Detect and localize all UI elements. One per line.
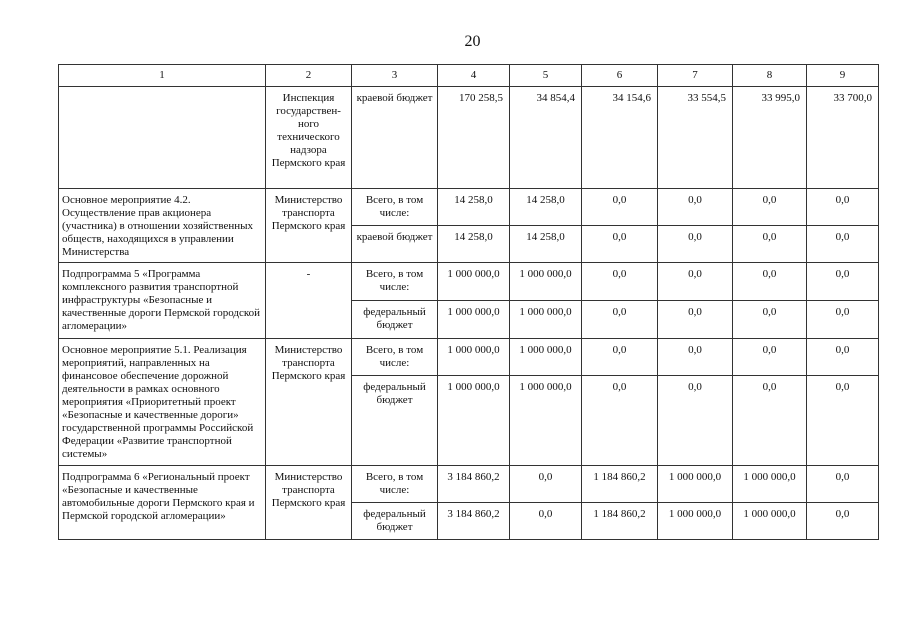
value-cell: 1 184 860,2 (582, 503, 658, 540)
table-row (59, 189, 879, 226)
value-cell: 0,0 (733, 263, 807, 301)
value-cell: 1 000 000,0 (733, 466, 807, 503)
value-cell: 1 000 000,0 (510, 339, 582, 376)
value-cell: 34 154,6 (582, 87, 658, 189)
value-cell: 0,0 (658, 263, 733, 301)
row-name: Подпрограмма 6 «Региональный проект «Безопасные и качественные автомобильные дороги Пермского края и Пермской городской агломерации» (59, 466, 266, 540)
header-cell: 3 (352, 65, 438, 87)
row-name: Подпрограмма 5 «Программа комплексного развития транспортной инфраструктуры «Безопасные и качественные дороги Пермской городской агломерации» (59, 263, 266, 339)
table-row (59, 87, 879, 189)
row-executor: Министерство транспорта Пермского края (266, 339, 352, 466)
row-name (59, 87, 266, 189)
value-cell: 0,0 (807, 189, 879, 226)
value-cell: 0,0 (582, 263, 658, 301)
value-cell: 0,0 (733, 301, 807, 339)
funding-source: Всего, в том числе: (352, 466, 438, 503)
value-cell: 33 700,0 (807, 87, 879, 189)
header-cell: 7 (658, 65, 733, 87)
funding-source: Всего, в том числе: (352, 189, 438, 226)
value-cell: 3 184 860,2 (438, 466, 510, 503)
value-cell: 14 258,0 (438, 226, 510, 263)
value-cell: 0,0 (510, 466, 582, 503)
value-cell: 0,0 (582, 339, 658, 376)
table-row (59, 263, 879, 301)
value-cell: 0,0 (582, 376, 658, 466)
value-cell: 0,0 (658, 189, 733, 226)
value-cell: 0,0 (807, 503, 879, 540)
row-name: Основное мероприятие 5.1. Реализация мероприятий, направленных на финансовое обеспечение дорожной деятельности в рамках основного мероприятия «Приоритетный проект «Безопасные и качественные дороги» государственной программы Российской Федерации «Развитие транспортной системы» (59, 339, 266, 466)
value-cell: 1 000 000,0 (733, 503, 807, 540)
header-cell: 6 (582, 65, 658, 87)
value-cell: 1 000 000,0 (438, 376, 510, 466)
value-cell: 34 854,4 (510, 87, 582, 189)
funding-source: федеральный бюджет (352, 503, 438, 540)
value-cell: 0,0 (733, 339, 807, 376)
row-executor: Инспекция государствен-ного технического надзора Пермского края (266, 87, 352, 189)
row-executor: Министерство транспорта Пермского края (266, 189, 352, 263)
table-row (59, 339, 879, 376)
funding-source: федеральный бюджет (352, 301, 438, 339)
value-cell: 0,0 (733, 226, 807, 263)
header-cell: 1 (59, 65, 266, 87)
value-cell: 0,0 (807, 226, 879, 263)
funding-source: Всего, в том числе: (352, 339, 438, 376)
header-cell: 9 (807, 65, 879, 87)
value-cell: 0,0 (807, 301, 879, 339)
row-name: Основное мероприятие 4.2. Осуществление прав акционера (участника) в отношении хозяйственных обществ, находящихся в управлении Министерства (59, 189, 266, 263)
value-cell: 0,0 (582, 189, 658, 226)
value-cell: 1 000 000,0 (510, 376, 582, 466)
value-cell: 1 184 860,2 (582, 466, 658, 503)
value-cell: 1 000 000,0 (658, 466, 733, 503)
value-cell: 0,0 (658, 376, 733, 466)
value-cell: 14 258,0 (510, 226, 582, 263)
table-row (59, 466, 879, 503)
value-cell: 33 995,0 (733, 87, 807, 189)
value-cell: 170 258,5 (438, 87, 510, 189)
page-number: 20 (464, 33, 481, 50)
value-cell: 0,0 (658, 301, 733, 339)
value-cell: 0,0 (733, 376, 807, 466)
value-cell: 1 000 000,0 (658, 503, 733, 540)
value-cell: 0,0 (658, 226, 733, 263)
header-cell: 2 (266, 65, 352, 87)
header-cell: 8 (733, 65, 807, 87)
budget-table (58, 64, 879, 540)
value-cell: 0,0 (658, 339, 733, 376)
header-cell: 5 (510, 65, 582, 87)
value-cell: 0,0 (582, 226, 658, 263)
value-cell: 1 000 000,0 (438, 339, 510, 376)
row-executor: Министерство транспорта Пермского края (266, 466, 352, 540)
value-cell: 0,0 (510, 503, 582, 540)
header-cell: 4 (438, 65, 510, 87)
value-cell: 3 184 860,2 (438, 503, 510, 540)
value-cell: 0,0 (582, 301, 658, 339)
funding-source: Всего, в том числе: (352, 263, 438, 301)
value-cell: 0,0 (807, 376, 879, 466)
value-cell: 33 554,5 (658, 87, 733, 189)
row-executor: - (266, 263, 352, 339)
value-cell: 14 258,0 (438, 189, 510, 226)
value-cell: 0,0 (807, 339, 879, 376)
value-cell: 1 000 000,0 (510, 301, 582, 339)
funding-source: краевой бюджет (352, 87, 438, 189)
value-cell: 0,0 (733, 189, 807, 226)
header-row (59, 65, 879, 87)
value-cell: 1 000 000,0 (438, 263, 510, 301)
value-cell: 1 000 000,0 (438, 301, 510, 339)
funding-source: краевой бюджет (352, 226, 438, 263)
value-cell: 0,0 (807, 263, 879, 301)
value-cell: 14 258,0 (510, 189, 582, 226)
funding-source: федеральный бюджет (352, 376, 438, 466)
value-cell: 1 000 000,0 (510, 263, 582, 301)
value-cell: 0,0 (807, 466, 879, 503)
